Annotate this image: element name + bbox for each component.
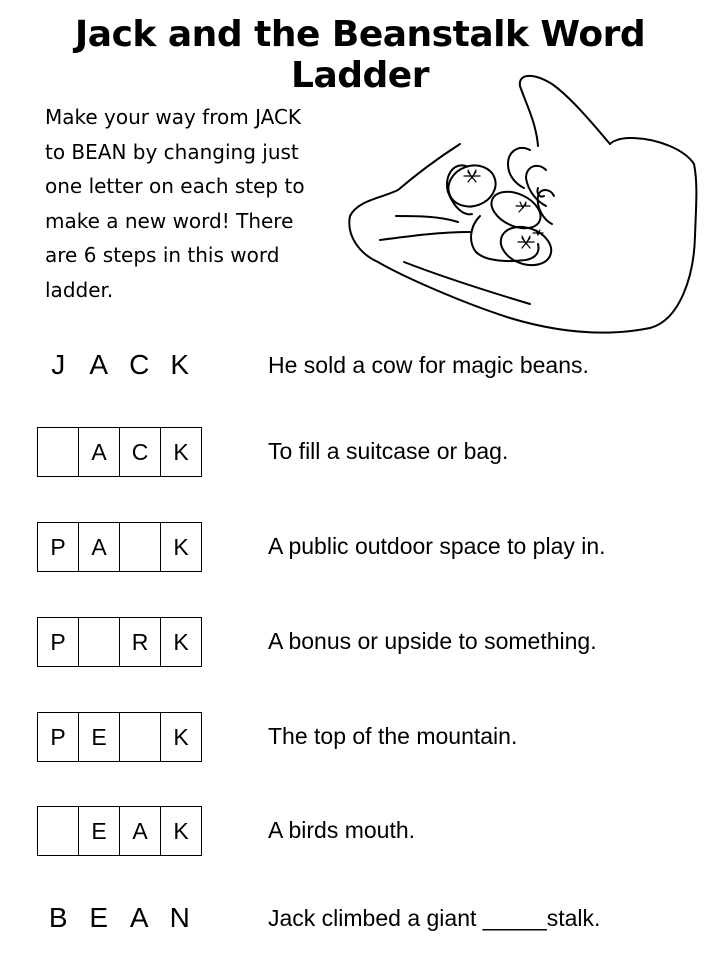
instructions-line: ladder. xyxy=(45,277,114,302)
letter-box: P xyxy=(38,713,79,761)
sparkle-icon xyxy=(516,202,530,212)
letter-boxes xyxy=(37,427,202,477)
start-clue: He sold a cow for magic beans. xyxy=(268,352,589,378)
instructions xyxy=(45,100,355,307)
letter-box[interactable] xyxy=(38,807,79,855)
letter-box[interactable] xyxy=(120,713,161,761)
start-word xyxy=(38,340,200,390)
start-letter: C xyxy=(129,349,150,380)
letter-box[interactable] xyxy=(38,428,79,476)
ladder-step-row xyxy=(0,711,720,763)
letter-box: C xyxy=(120,428,161,476)
instructions-line: make a new word! There xyxy=(45,208,294,233)
letter-box: K xyxy=(173,817,189,844)
ladder-end-row xyxy=(0,893,720,945)
bean-illustration xyxy=(443,159,502,213)
letter-box: E xyxy=(79,807,120,855)
letter-box: A xyxy=(79,523,120,571)
letter-boxes xyxy=(37,806,202,856)
letter-box: K xyxy=(173,438,189,465)
start-letter: K xyxy=(170,349,190,380)
step-clue: A bonus or upside to something. xyxy=(268,628,597,654)
step-clue: The top of the mountain. xyxy=(268,723,518,749)
end-letter: B xyxy=(48,902,68,933)
letter-boxes xyxy=(37,522,202,572)
page-title: Jack and the Beanstalk Word Ladder xyxy=(74,14,646,96)
start-letter: J xyxy=(51,349,66,380)
ladder-step-row xyxy=(0,805,720,857)
ladder-step-row xyxy=(0,426,720,478)
wrist-outline xyxy=(520,76,610,146)
end-clue: Jack climbed a giant _____stalk. xyxy=(268,905,601,931)
letter-box: K xyxy=(173,533,189,560)
letter-box: K xyxy=(173,723,189,750)
start-letter: A xyxy=(89,349,109,380)
step-clue: A public outdoor space to play in. xyxy=(268,533,606,559)
letter-box: P xyxy=(38,523,79,571)
letter-box[interactable] xyxy=(120,523,161,571)
letter-box: K xyxy=(173,628,189,655)
wrist-outline xyxy=(610,138,694,164)
instructions-line: one letter on each step to xyxy=(45,174,305,198)
instructions-line: are 6 steps in this word xyxy=(45,243,280,267)
instructions-line: to BEAN by changing just xyxy=(45,139,299,164)
step-clue: A birds mouth. xyxy=(268,817,416,843)
ladder-step-row xyxy=(0,521,720,573)
palm-crease xyxy=(404,262,530,304)
finger-crease xyxy=(380,232,470,240)
letter-boxes xyxy=(37,617,202,667)
letter-boxes xyxy=(37,712,202,762)
hand-holding-beans-illustration xyxy=(340,66,700,336)
letter-box[interactable] xyxy=(79,618,120,666)
ladder-start-row xyxy=(0,340,720,392)
sparkle-icon xyxy=(464,170,480,182)
letter-box: E xyxy=(79,713,120,761)
letter-box: A xyxy=(79,428,120,476)
step-clue: To fill a suitcase or bag. xyxy=(268,438,509,464)
end-letter: N xyxy=(169,902,190,933)
letter-box: R xyxy=(120,618,161,666)
letter-box: A xyxy=(120,807,161,855)
sparkle-icon xyxy=(518,236,534,248)
letter-box: P xyxy=(38,618,79,666)
end-letter: A xyxy=(129,902,149,933)
finger-crease xyxy=(396,216,458,222)
end-word xyxy=(38,893,200,943)
end-letter: E xyxy=(89,902,109,933)
instructions-line: Make your way from JACK xyxy=(45,105,302,129)
bean-illustration xyxy=(495,220,556,272)
ladder-step-row xyxy=(0,616,720,668)
